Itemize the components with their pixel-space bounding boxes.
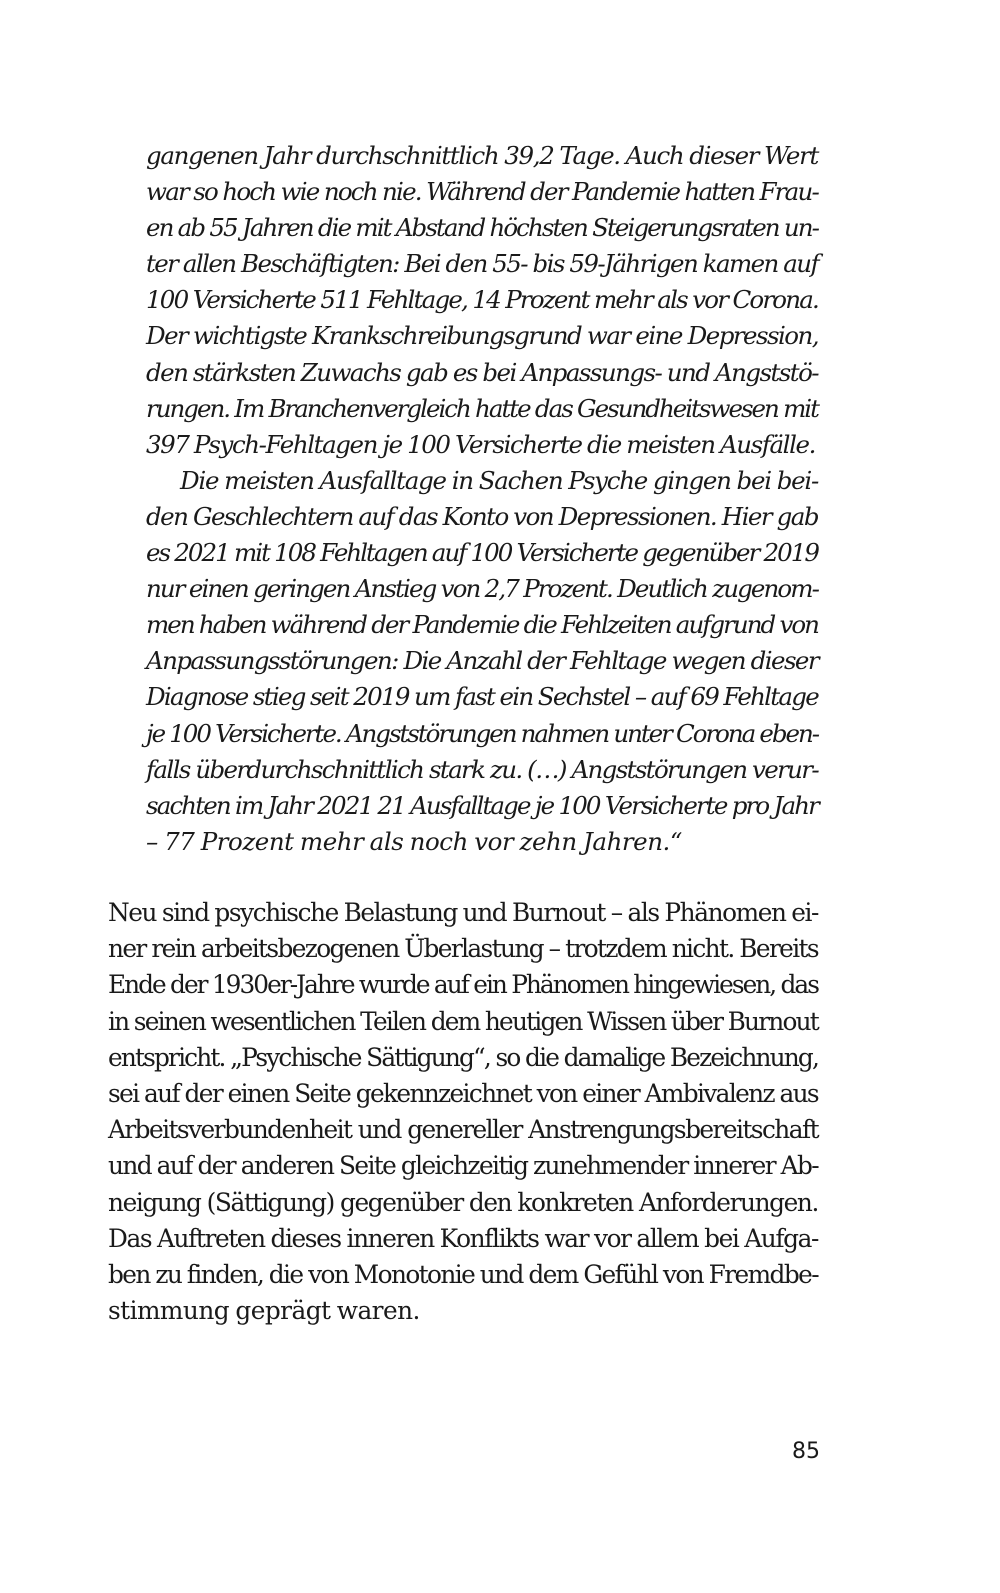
body-line: Neu sind psychische Belastung und Burnout – als Phänomen ei-: [108, 898, 818, 927]
quote-line: es 2021 mit 108 Fehltagen auf 100 Versicherte gegenüber 2019: [146, 538, 818, 568]
quote-line: 397 Psych-Fehltagen je 100 Versicherte die meisten Ausfälle.: [146, 429, 815, 459]
quote-paragraph-1: [146, 138, 818, 463]
quote-line: den Geschlechtern auf das Konto von Depressionen. Hier gab: [146, 501, 818, 531]
quote-line: 100 Versicherte 511 Fehltage, 14 Prozent mehr als vor Corona.: [146, 285, 818, 315]
body-line: in seinen wesentlichen Teilen dem heutigen Wissen über Burnout: [108, 1006, 818, 1036]
quote-line: je 100 Versicherte. Angststörungen nahmen unter Corona eben-: [146, 718, 818, 748]
quote-line: nur einen geringen Anstieg von 2,7 Prozent. Deutlich zugenom-: [146, 574, 818, 604]
quote-line: ter allen Beschäftigten: Bei den 55- bis 59-Jährigen kamen auf: [146, 249, 818, 279]
quote-line: den stärksten Zuwachs gab es bei Anpassungs- und Angststö-: [146, 357, 818, 387]
quote-line: en ab 55 Jahren die mit Abstand höchsten Steigerungsraten un-: [146, 213, 818, 243]
body-line: neigung (Sättigung) gegenüber den konkreten Anforderungen.: [108, 1187, 818, 1217]
body-line: ner rein arbeitsbezogenen Überlastung – trotzdem nicht. Bereits: [108, 934, 818, 964]
block-quote: [146, 138, 818, 860]
quote-line: – 77 Prozent mehr als noch vor zehn Jahren.“: [146, 826, 682, 856]
quote-line: gangenen Jahr durchschnittlich 39,2 Tage. Auch dieser Wert: [146, 141, 818, 170]
quote-line: men haben während der Pandemie die Fehlzeiten aufgrund von: [146, 610, 818, 640]
quote-line: Die meisten Ausfalltage in Sachen Psyche gingen bei bei-: [180, 465, 818, 495]
body-line: Ende der 1930er-Jahre wurde auf ein Phänomen hingewiesen, das: [108, 970, 818, 1000]
body-line: und auf der anderen Seite gleichzeitig zunehmender innerer Ab-: [108, 1151, 818, 1181]
body-paragraph: [108, 895, 818, 1329]
quote-line: sachten im Jahr 2021 21 Ausfalltage je 100 Versicherte pro Jahr: [146, 790, 818, 820]
page-number: 85: [792, 1439, 820, 1464]
body-line: ben zu finden, die von Monotonie und dem Gefühl von Fremdbe-: [108, 1259, 818, 1289]
quote-line: rungen. Im Branchenvergleich hatte das Gesundheitswesen mit: [146, 393, 818, 423]
body-line: sei auf der einen Seite gekennzeichnet von einer Ambivalenz aus: [108, 1078, 818, 1108]
body-line: Arbeitsverbundenheit und genereller Anstrengungsbereitschaft: [108, 1115, 818, 1145]
body-line: entspricht. „Psychische Sättigung“, so die damalige Bezeichnung,: [108, 1042, 818, 1072]
quote-paragraph-2: [146, 463, 818, 860]
quote-line: falls überdurchschnittlich stark zu. (…) Angststörungen verur-: [146, 754, 818, 784]
quote-line: Der wichtigste Krankschreibungsgrund war eine Depression,: [146, 321, 818, 351]
body-line: stimmung geprägt waren.: [108, 1296, 420, 1326]
quote-line: war so hoch wie noch nie. Während der Pandemie hatten Frau-: [146, 177, 818, 207]
body-line: Das Auftreten dieses inneren Konflikts war vor allem bei Aufga-: [108, 1223, 818, 1253]
quote-line: Anpassungsstörungen: Die Anzahl der Fehltage wegen dieser: [146, 646, 818, 676]
quote-line: Diagnose stieg seit 2019 um fast ein Sechstel – auf 69 Fehltage: [146, 682, 818, 712]
